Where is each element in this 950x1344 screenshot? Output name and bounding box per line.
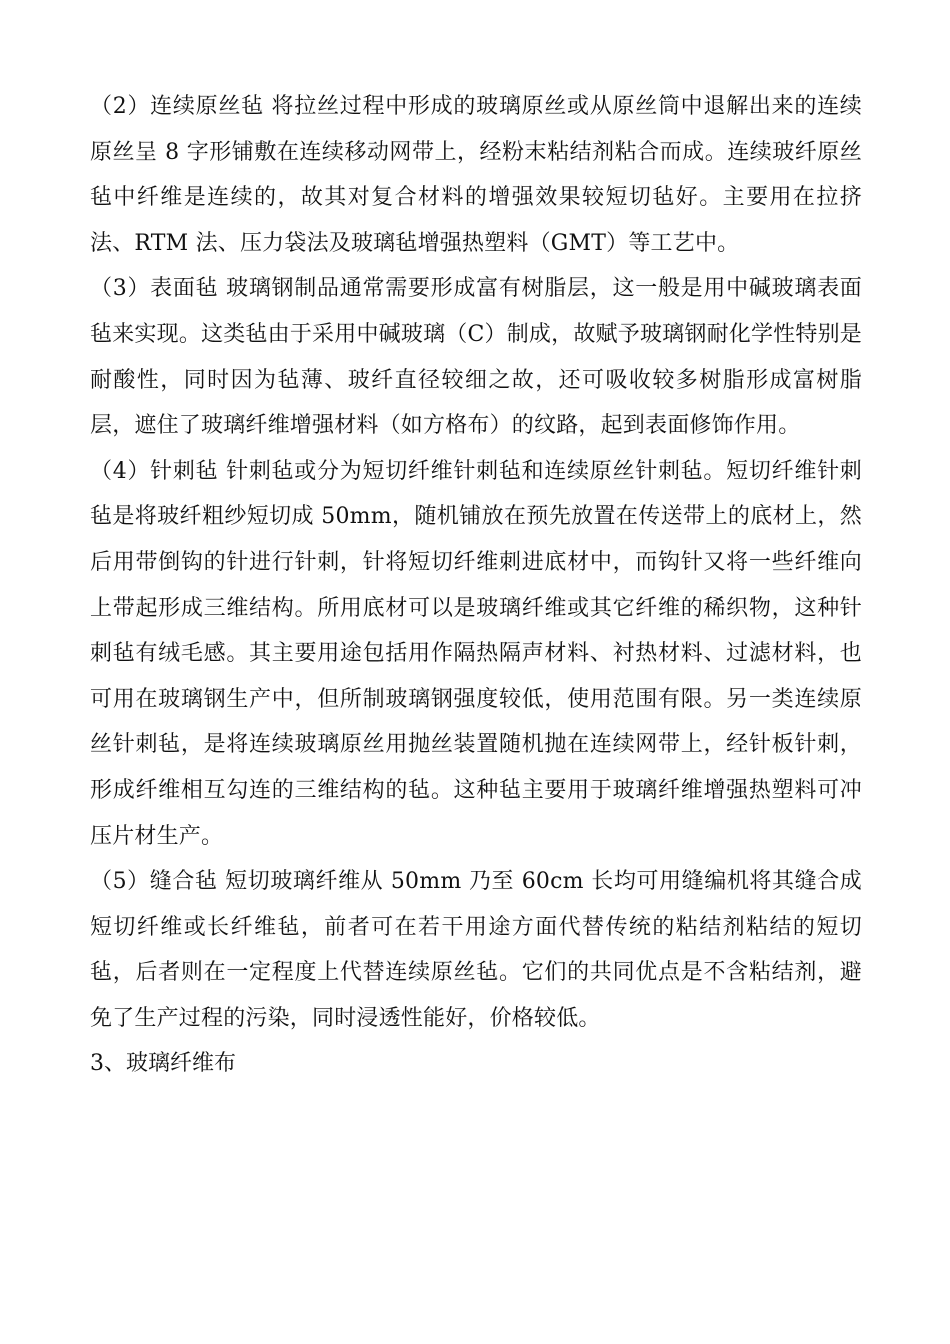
paragraph-needle-mat: （4）针刺毡 针刺毡或分为短切纤维针刺毡和连续原丝针刺毡。短切纤维针刺毡是将玻纤粗纱短切成 50mm，随机铺放在预先放置在传送带上的底材上，然后用带倒钩的针进行针刺，针将短切纤维刺进底材中，而钩针又将一些纤维向上带起形成三维结构。所用底材可以是玻璃纤维或其它纤维的稀织物，这种针刺毡有绒毛感。其主要用途包括用作隔热隔声材料、衬热材料、过滤材料，也可用在玻璃钢生产中，但所制玻璃钢强度较低，使用范围有限。另一类连续原丝针刺毡，是将连续玻璃原丝用抛丝装置随机抛在连续网带上，经针板针刺，形成纤维相互勾连的三维结构的毡。这种毡主要用于玻璃纤维增强热塑料可冲压片材生产。 bbox=[90, 458, 862, 849]
paragraph-surface-mat: （3）表面毡 玻璃钢制品通常需要形成富有树脂层，这一般是用中碱玻璃表面毡来实现。这类毡由于采用中碱玻璃（C）制成，故赋予玻璃钢耐化学性特别是耐酸性，同时因为毡薄、玻纤直径较细之故，还可吸收较多树脂形成富树脂层，遮住了玻璃纤维增强材料（如方格布）的纹路，起到表面修饰作用。 bbox=[90, 276, 862, 439]
document-page bbox=[90, 84, 862, 1087]
section-heading: 3、玻璃纤维布 bbox=[90, 1051, 236, 1077]
paragraph-continuous-strand-mat: （2）连续原丝毡 将拉丝过程中形成的玻璃原丝或从原丝筒中退解出来的连续原丝呈 8 字形铺敷在连续移动网带上，经粉末粘结剂粘合而成。连续玻纤原丝毡中纤维是连续的，故其对复合材料的增强效果较短切毡好。主要用在拉挤法、RTM 法、压力袋法及玻璃毡增强热塑料（GMT）等工艺中。 bbox=[90, 94, 862, 256]
paragraph-stitched-mat: （5）缝合毡 短切玻璃纤维从 50mm 乃至 60cm 长均可用缝编机将其缝合成短切纤维或长纤维毡，前者可在若干用途方面代替传统的粘结剂粘结的短切毡，后者则在一定程度上代替连续原丝毡。它们的共同优点是不含粘结剂，避免了生产过程的污染，同时浸透性能好，价格较低。 bbox=[90, 869, 862, 1031]
